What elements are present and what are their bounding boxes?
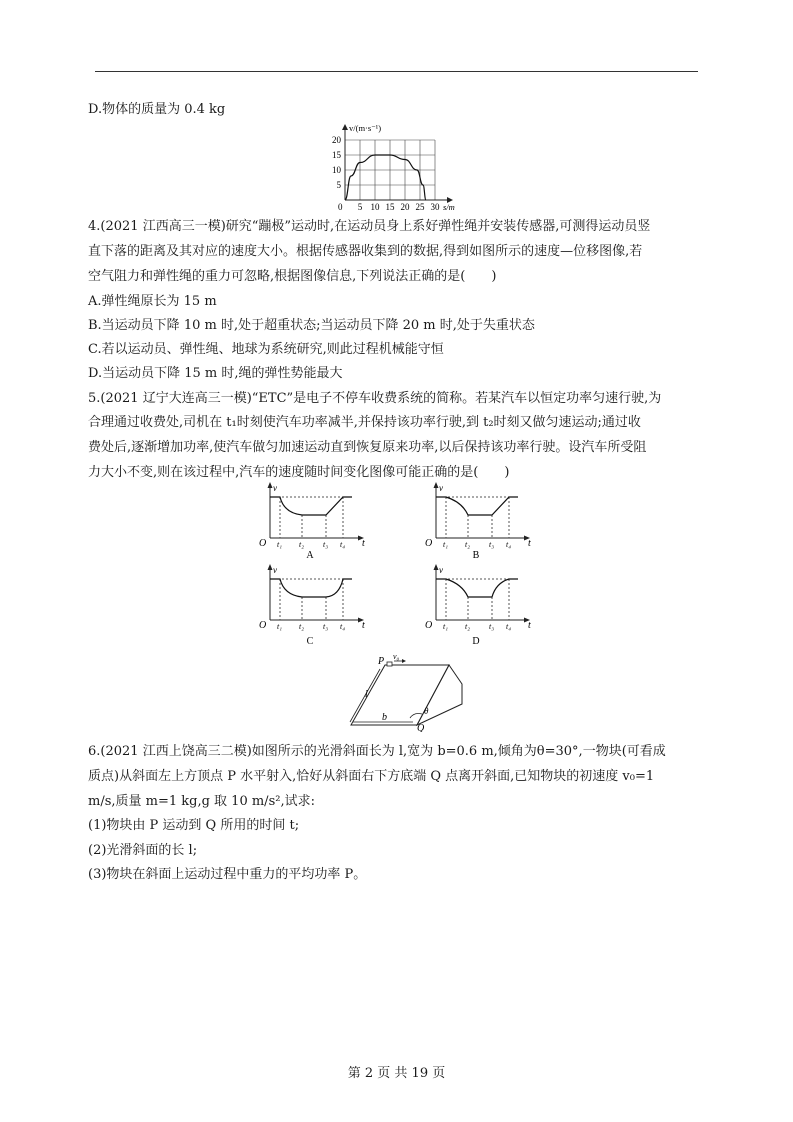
etc-c-t-label: t	[362, 620, 365, 631]
incline-label-q: Q	[417, 723, 425, 732]
q5-stem-line1: 5.(2021 辽宁大连高三一模)“ETC”是电子不停车收费系统的简称。若某汽车以恒定功率匀速行驶,为	[88, 391, 662, 406]
etc-d-v-label: v	[439, 565, 443, 575]
incline-label-b: b	[382, 712, 387, 723]
q4-option-b: B.当运动员下降 10 m 时,处于超重状态;当运动员下降 20 m 时,处于失重状态	[88, 318, 535, 333]
incline-label-p: P	[378, 656, 385, 667]
etc-c-o-label: O	[259, 620, 267, 631]
svg-text:t₂: t₂	[299, 540, 305, 549]
etc-graph-d	[424, 562, 534, 646]
etc-d-caption: D	[472, 636, 480, 646]
q4-option-d: D.当运动员下降 15 m 时,绳的弹性势能最大	[88, 366, 343, 381]
incline-side	[417, 665, 462, 725]
q5-stem-line4: 力大小不变,则在该过程中,汽车的速度随时间变化图像可能正确的是( )	[88, 465, 510, 480]
q4-stem-line2: 直下落的距离及其对应的速度大小。根据传感器收集到的数据,得到如图所示的速度—位移图像,若	[88, 244, 643, 259]
etc-a-t-label: t	[362, 538, 365, 549]
q6-subquestion-2: (2)光滑斜面的长 l;	[88, 843, 198, 858]
prev-option-d: D.物体的质量为 0.4 kg	[88, 102, 226, 117]
svg-text:t₃: t₃	[323, 540, 329, 549]
vs-series-line	[345, 155, 426, 200]
vs-xtick-5: 5	[357, 202, 363, 212]
incline-label-theta: θ	[424, 706, 429, 716]
vs-y-arrow	[342, 124, 348, 130]
etc-d-curve	[436, 579, 518, 597]
incline-figure	[338, 652, 478, 732]
header-rule	[95, 71, 698, 72]
svg-text:t₄: t₄	[340, 540, 346, 549]
svg-text:t₄: t₄	[506, 622, 512, 631]
etc-a-o-label: O	[259, 538, 267, 549]
etc-b-caption: B	[472, 550, 480, 560]
velocity-displacement-graph	[325, 122, 475, 212]
svg-text:t₃: t₃	[489, 540, 495, 549]
etc-graph-b	[424, 480, 534, 560]
etc-b-o-label: O	[425, 538, 433, 549]
etc-b-t-label: t	[528, 538, 531, 549]
svg-text:t₁: t₁	[277, 622, 283, 631]
q6-stem-line3: m/s,质量 m=1 kg,g 取 10 m/s²,试求:	[88, 794, 315, 809]
page-footer: 第 2 页 共 19 页	[347, 1066, 446, 1081]
vs-ytick-20: 20	[332, 135, 341, 145]
etc-a-v-label: v	[273, 483, 277, 493]
vs-xtick-20: 20	[400, 202, 410, 212]
svg-text:t₄: t₄	[506, 540, 512, 549]
q4-stem-line3: 空气阻力和弹性绳的重力可忽略,根据图像信息,下列说法正确的是( )	[88, 269, 497, 284]
vs-xtick-0: 0	[338, 202, 343, 212]
q6-subquestion-3: (3)物块在斜面上运动过程中重力的平均功率 P。	[88, 867, 367, 882]
vs-ylabel: v/(m·s⁻¹)	[349, 123, 382, 133]
etc-d-o-label: O	[425, 620, 433, 631]
svg-text:t₁: t₁	[443, 622, 449, 631]
incline-label-v0: v₀	[393, 652, 400, 661]
vs-xlabel: s/m	[443, 202, 455, 212]
etc-graph-c	[258, 562, 368, 646]
q5-stem-line2: 合理通过收费处,司机在 t₁时刻使汽车功率减半,并保持该功率行驶,到 t₂时刻又做匀速运动;通过收	[88, 415, 641, 430]
etc-d-t-label: t	[528, 620, 531, 631]
vs-xtick-30: 30	[430, 202, 440, 212]
vs-xtick-25: 25	[415, 202, 425, 212]
etc-graph-a	[258, 480, 368, 560]
vs-xtick-15: 15	[385, 202, 395, 212]
vs-ytick-10: 10	[332, 165, 341, 175]
vs-xtick-10: 10	[370, 202, 380, 212]
etc-a-curve	[270, 497, 352, 515]
vs-ytick-15: 15	[332, 150, 341, 160]
q6-stem-line2: 质点)从斜面左上方顶点 P 水平射入,恰好从斜面右下方底端 Q 点离开斜面,已知物块的初速度 v₀=1	[88, 769, 655, 784]
svg-text:t₂: t₂	[465, 540, 471, 549]
svg-text:t₁: t₁	[277, 540, 283, 549]
vs-ytick-5: 5	[336, 180, 341, 190]
etc-c-curve	[270, 579, 352, 597]
q5-stem-line3: 费处后,逐渐增加功率,使汽车做匀加速运动直到恢复原来功率,以后保持该功率行驶。设汽车所受阻	[88, 440, 647, 455]
svg-text:t₃: t₃	[489, 622, 495, 631]
svg-text:t₁: t₁	[443, 540, 449, 549]
etc-b-curve	[436, 497, 518, 515]
q6-subquestion-1: (1)物块由 P 运动到 Q 所用的时间 t;	[88, 818, 300, 833]
etc-b-v-label: v	[439, 483, 443, 493]
etc-a-caption: A	[306, 550, 314, 560]
q4-option-a: A.弹性绳原长为 15 m	[88, 294, 217, 309]
incline-angle-arc	[410, 714, 422, 719]
q6-stem-line1: 6.(2021 江西上饶高三二模)如图所示的光滑斜面长为 l,宽为 b=0.6 m,倾角为θ=30°,一物块(可看成	[88, 744, 666, 759]
svg-text:t₂: t₂	[299, 622, 305, 631]
incline-label-l: l	[365, 689, 368, 700]
vs-grid	[345, 140, 435, 200]
etc-c-caption: C	[306, 636, 314, 646]
etc-c-v-label: v	[273, 565, 277, 575]
block	[387, 662, 392, 666]
svg-text:t₄: t₄	[340, 622, 346, 631]
q4-option-c: C.若以运动员、弹性绳、地球为系统研究,则此过程机械能守恒	[88, 342, 444, 357]
q4-stem-line1: 4.(2021 江西高三一模)研究“蹦极”运动时,在运动员身上系好弹性绳并安装传感器,可测得运动员竖	[88, 219, 651, 234]
svg-text:t₂: t₂	[465, 622, 471, 631]
svg-text:t₃: t₃	[323, 622, 329, 631]
